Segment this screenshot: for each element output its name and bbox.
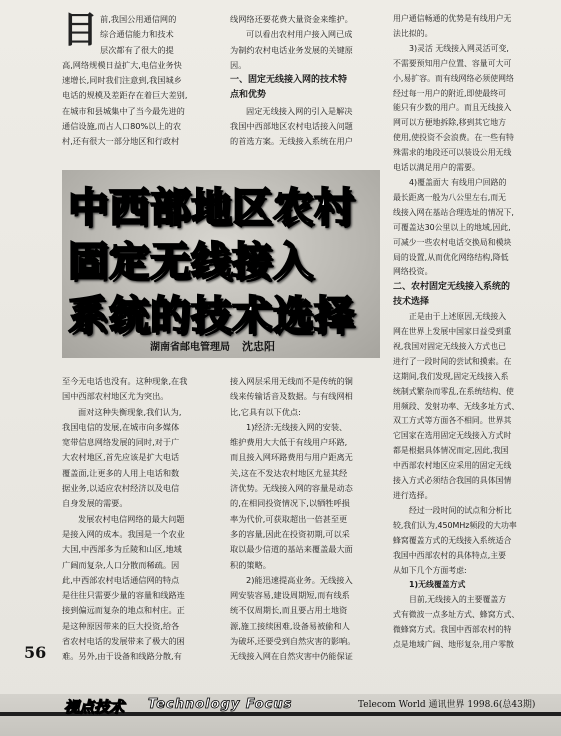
section-1-heading: 一、固定无线接入网的技术特 (230, 75, 348, 86)
text-line: 统制式繁杂而零乱,在系统结构、使 (393, 386, 514, 396)
text-line: 3)灵活 无线接入网灵活可变, (409, 43, 509, 53)
text-line: 线网络还要花费大量资金来维护。 (230, 14, 353, 24)
text-line: 最长距离一般为八公里左右,而无 (393, 192, 506, 202)
column-2-intro (230, 12, 382, 150)
text-line: 至今无电话也没有。这种现象,在我 (62, 376, 188, 386)
text-line: 这期间,我们发现,固定无线接入系 (393, 371, 509, 381)
title-line-3: 系统的技术选择 (68, 293, 355, 339)
text-line: 关,这在不发达农村地区尤显其经 (230, 467, 348, 478)
text-line: 电话以满足用户的需要。 (393, 163, 480, 173)
text-line: 覆盖面,让更多的人用上电话和数 (62, 467, 180, 478)
text-line: 是这种原因带来的巨大投资,给各 (62, 620, 180, 631)
column-2-bottom (230, 374, 382, 665)
text-line: 是往往只需要少量的容量和线路连 (62, 590, 185, 601)
subsection-heading: 1)无线覆盖方式 (409, 580, 466, 590)
text-line: 蜂窝覆盖方式的无线接入系统适合 (393, 535, 512, 545)
text-line: 使用,使投资不会浪费。在一些有特 (393, 133, 514, 143)
text-line: 前,我国公用通信网的 (100, 14, 177, 24)
text-line: 的首选方案。无线接入系统在用户 (230, 136, 353, 147)
text-line: 4)覆盖面大 有线用户回路的 (409, 177, 507, 187)
text-line: 2)能迅速提高业务。无线接入 (246, 574, 353, 585)
text-line: 因。 (230, 59, 247, 70)
text-line: 接入方式必须结合我国的具体国情 (393, 476, 512, 486)
text-line: 1)经济:无线接入网的安装、 (246, 421, 348, 432)
text-line: 能只有少数的用户。而且无线接入 (393, 103, 512, 113)
text-line: 固定无线接入网的引入是解决 (246, 105, 353, 116)
text-line: 网络投资。 (393, 267, 433, 277)
text-line: 村,还有很大一部分地区和行政村 (62, 136, 180, 147)
column-1-intro (62, 9, 222, 150)
text-line: 进行选择。 (393, 491, 433, 500)
text-line: 多的容量,因此在投资初期,可以采 (230, 528, 350, 539)
text-line: 用户通信畅通的优势是有线用户无 (393, 14, 512, 23)
text-line: 用频段、发射功率、无线多址方式、 (393, 401, 520, 411)
text-line: 线接入网在基站合理选址的情况下, (393, 207, 514, 217)
title-banner (62, 170, 380, 358)
section-logo: 视点技术 (64, 698, 125, 716)
text-line: 据业务,以适应农村经济以及电信 (62, 483, 180, 494)
text-line: 为破坏,还要受到自然灾害的影响。 (230, 636, 356, 647)
text-line: 大农村地区,首先应该是扩大电话 (62, 452, 180, 463)
text-line: 网在世界上发展中国家日益受到重 (393, 327, 512, 337)
text-line: 取以最少信道的基站来覆盖最大面 (230, 544, 353, 555)
text-line: 法比拟的。 (393, 28, 433, 38)
text-line: 面对这种失衡现象,我们认为, (78, 406, 182, 417)
column-1-bottom (62, 374, 222, 665)
journal-info: Telecom World 通讯世界 1998.6(总43期) (358, 700, 536, 710)
drop-cap: 目 (62, 9, 99, 51)
text-line: 源,施工接续困难,设备易被偷和人 (230, 620, 350, 631)
text-line: 视,我国对固定无线接入方式也已 (393, 341, 506, 351)
text-line: 从如下几个方面考虑: (393, 565, 467, 575)
text-line: 局的设置,从而优化网络结构,降低 (393, 252, 509, 262)
text-line: 中西部农村地区应采用的固定无线 (393, 461, 512, 471)
text-line: 而且接入网环路费用与用户距离无 (230, 452, 353, 463)
text-line: 正是由于上述原因,无线接入 (409, 312, 507, 322)
text-line: 可减少一些农村电话交换局和模块 (393, 237, 512, 247)
text-line: 可以看出农村用户接入网已成 (246, 29, 353, 40)
title-line-2: 固定无线接入 (68, 239, 314, 285)
text-line: 点是地域广阔、地形复杂,用户零散 (393, 640, 514, 650)
text-line: 统不仅周期长,而且要占用土地资 (230, 605, 348, 616)
text-line: 综合通信能力和技术 (100, 29, 174, 40)
text-line: 接到偏远而复杂的地点和村庄。正 (62, 605, 185, 616)
text-line: 网可以方便地拆除,移到其它地方 (393, 118, 506, 128)
text-line: 线来传输话音及数据。与有线网相 (230, 391, 353, 402)
text-line: 宽带信息网络发展的同时,对于广 (62, 437, 180, 448)
section-2-heading-cont: 技术选择 (393, 297, 430, 308)
text-line: 无线接入网在自然灾害中仍能保证 (230, 651, 353, 662)
text-line: 比,它具有以下优点: (230, 406, 301, 417)
text-line: 网安装容易,建设周期短,而有线系 (230, 590, 350, 601)
text-line: 的,在相同投资情况下,以牺牲呼损 (230, 498, 350, 509)
text-line: 它国家在选用固定无线接入方式时 (393, 431, 512, 441)
text-line: 积的策略。 (230, 559, 271, 570)
text-line: 是接入网的成本。我国是一个农业 (62, 528, 185, 539)
text-line: 为制约农村电话业务发展的关键原 (230, 44, 353, 55)
text-line: 经过一段时间的试点和分析比 (409, 505, 512, 515)
text-line: 速增长,同时我们注意到,我国城乡 (62, 75, 182, 86)
text-line: 此,中西部农村电话通信网的特点 (62, 574, 180, 585)
title-line-1: 中西部地区农村 (68, 185, 355, 231)
text-line: 殊需求的地段还可以装设公用无线 (393, 148, 512, 158)
section-2-heading: 二、农村固定无线接入系统的 (393, 282, 511, 293)
text-line: 较,我们认为,450MHz频段的大功率 (393, 520, 517, 530)
text-line: 不需要预知用户位置、容量可大可 (393, 58, 512, 68)
text-line: 在城市和县城集中了当今最先进的 (62, 105, 185, 116)
section-logo-english: Technology Focus (148, 697, 293, 712)
text-line: 发展农村电信网络的最大问题 (78, 513, 185, 524)
page-number: 56 (24, 643, 47, 662)
text-line: 我国电信的发展,在城市向多媒体 (62, 421, 180, 432)
text-line: 我国中西部农村的具体特点,主要 (393, 550, 506, 560)
text-line: 接入网层采用无线而不是传统的铜 (230, 376, 353, 386)
text-line: 济优势。无线接入网的容量是动态 (230, 483, 353, 494)
column-3 (393, 12, 547, 653)
text-line: 双工方式等方面各不相同。世界其 (393, 416, 512, 426)
text-line: 高,网络规模日益扩大,电信业务快 (62, 59, 182, 70)
text-line: 省农村电话的发展带来了极大的困 (62, 636, 185, 647)
author-name: 沈忠阳 (242, 340, 275, 353)
text-line: 式有微波一点多址方式、蜂窝方式、 (393, 610, 520, 620)
text-line: 难。另外,由于设备和线路分散,有 (62, 651, 182, 662)
text-line: 通信设施,而占人口80%以上的农 (62, 121, 182, 132)
text-line: 可覆盖达30公里以上的地域,因此, (393, 222, 511, 232)
byline (150, 338, 275, 354)
text-line: 维护费用大大低于有线用户环路, (230, 437, 348, 448)
text-line: 大国,中西部多为丘陵和山区,地域 (62, 544, 182, 555)
text-line: 率为代价,可获取超出一倍甚至更 (230, 513, 348, 524)
text-line: 广阔而复杂,人口分散而稀疏。因 (62, 559, 180, 570)
text-line: 我国中西部地区农村电话接入问题 (230, 121, 353, 132)
text-line: 小,易扩容。而有线网络必须使网络 (393, 73, 514, 83)
text-line: 目前,无线接入的主要覆盖方 (409, 595, 507, 605)
section-1-heading-cont: 点和优势 (230, 90, 267, 101)
text-line: 都是根据具体情况而定,因此,我国 (393, 446, 509, 456)
author-affiliation: 湖南省邮电管理局 (150, 342, 230, 353)
text-line: 经过每一用户的附近,即使最终可 (393, 88, 506, 98)
text-line: 电话的规模及差距存在着巨大差别, (62, 90, 188, 101)
text-line: 国中西部农村地区尤为突出。 (62, 391, 169, 402)
text-line: 微蜂窝方式。我国中西部农村的特 (393, 625, 512, 635)
text-line: 层次都有了很大的提 (100, 44, 174, 55)
text-line: 自身发展的需要。 (62, 498, 128, 509)
text-line: 进行了一段时间的尝试和摸索。在 (393, 356, 512, 366)
